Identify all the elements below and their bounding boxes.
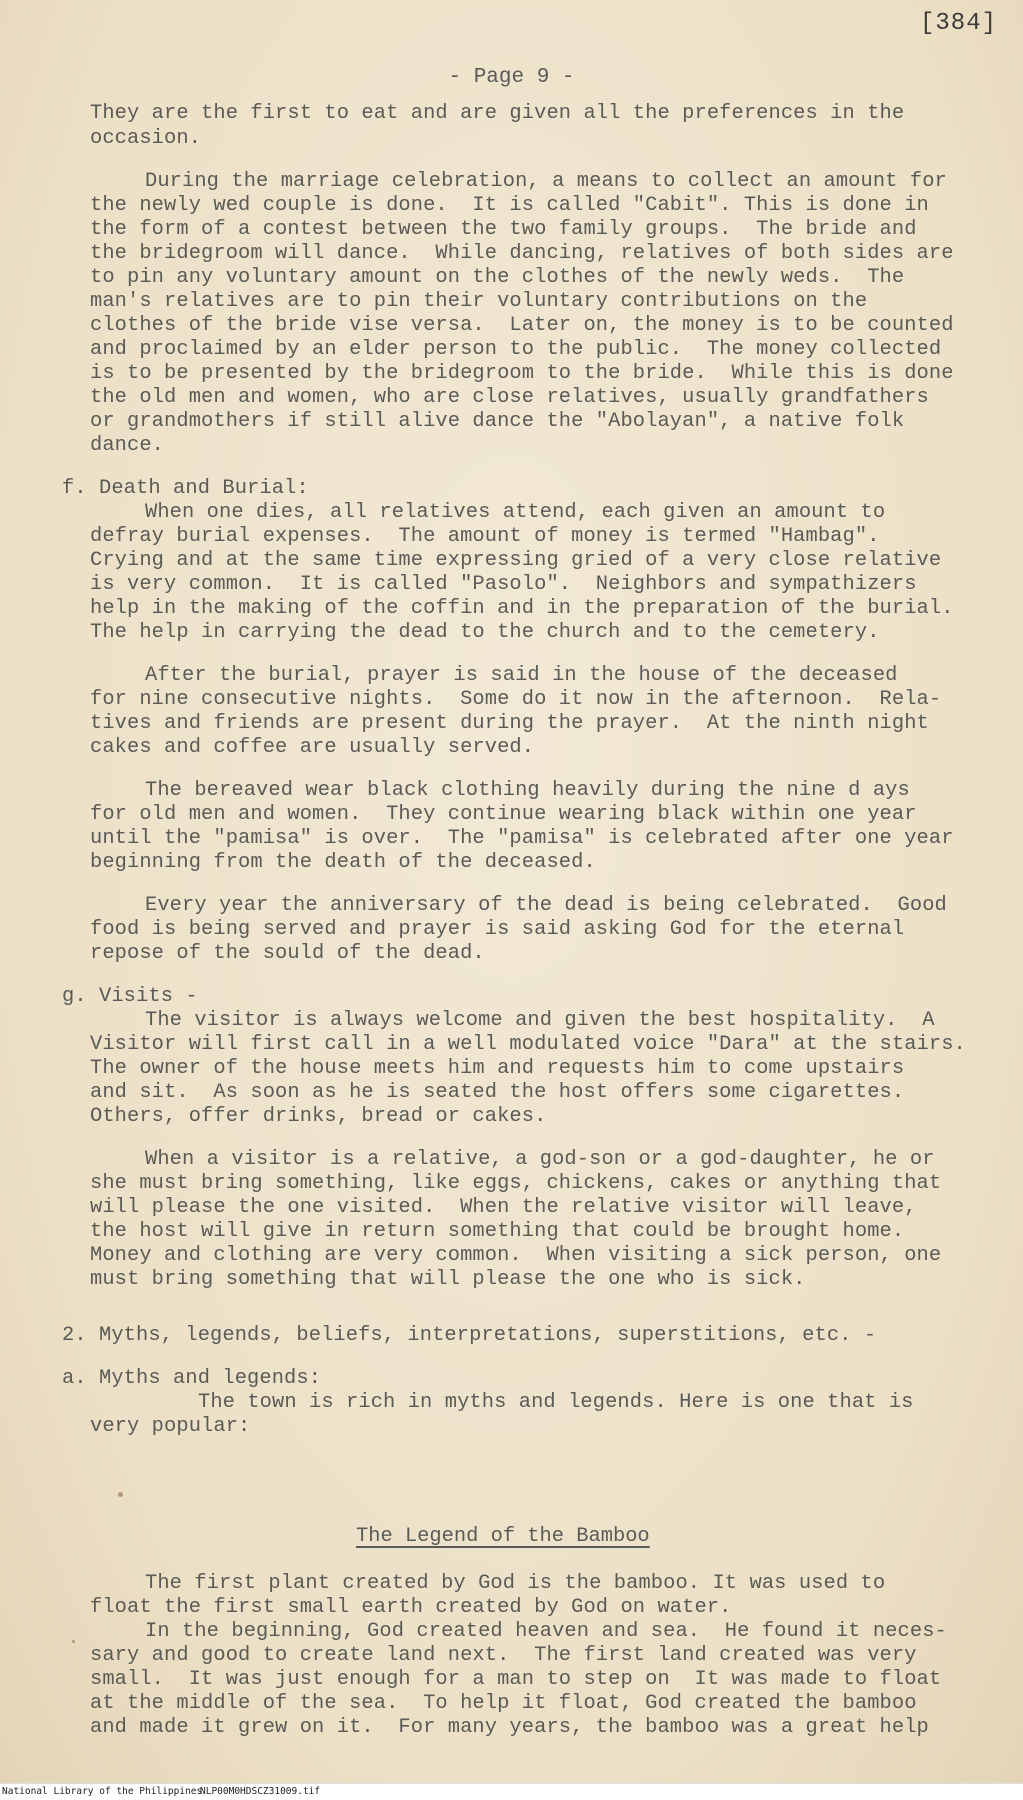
text-line: The visitor is always welcome and given the best hospitality. A — [145, 1009, 935, 1032]
text-line: must bring something that will please the one who is sick. — [90, 1268, 806, 1291]
text-line: or grandmothers if still alive dance the "Abolayan", a native folk — [90, 410, 905, 433]
text-line: dance. — [90, 434, 165, 457]
text-line: man's relatives are to pin their voluntary contributions on the — [90, 290, 868, 313]
text-line: The first plant created by God is the bamboo. It was used to — [145, 1572, 886, 1595]
text-line: tives and friends are present during the prayer. At the ninth night — [90, 712, 929, 735]
text-line: Others, offer drinks, bread or cakes. — [90, 1105, 547, 1128]
text-line: will please the one visited. When the relative visitor will leave, — [90, 1196, 917, 1219]
section-heading: g. Visits - — [62, 985, 198, 1008]
text-line: the bridegroom will dance. While dancing, relatives of both sides are — [90, 242, 954, 265]
text-line: When one dies, all relatives attend, each given an amount to — [145, 501, 886, 524]
text-line: The town is rich in myths and legends. Here is one that is — [198, 1391, 914, 1414]
text-line: defray burial expenses. The amount of money is termed "Hambag". — [90, 525, 880, 548]
text-line: and made it grew on it. For many years, the bamboo was a great help — [90, 1716, 929, 1739]
text-line: float the first small earth created by God on water. — [90, 1596, 732, 1619]
paper-speck — [72, 1640, 75, 1643]
text-line: for nine consecutive nights. Some do it now in the afternoon. Rela- — [90, 688, 942, 711]
text-line: until the "pamisa" is over. The "pamisa" is celebrated after one year — [90, 827, 954, 850]
text-line: and proclaimed by an elder person to the public. The money collected — [90, 338, 942, 361]
page-header: - Page 9 - — [448, 66, 575, 89]
legend-title: The Legend of the Bamboo — [356, 1525, 650, 1548]
file-id: NLP00M0HDSCZ31009.tif — [200, 1786, 321, 1797]
text-line: at the middle of the sea. To help it float, God created the bamboo — [90, 1692, 917, 1715]
text-line: Every year the anniversary of the dead is being celebrated. Good — [145, 894, 947, 917]
text-line: Visitor will first call in a well modulated voice "Dara" at the stairs. — [90, 1033, 966, 1056]
paper-speck — [118, 1492, 123, 1497]
text-line: When a visitor is a relative, a god-son or a god-daughter, he or — [145, 1148, 935, 1171]
section-heading: f. Death and Burial: — [62, 477, 309, 500]
text-line: for old men and women. They continue wearing black within one year — [90, 803, 917, 826]
text-line: the newly wed couple is done. It is called "Cabit". This is done in — [90, 194, 929, 217]
text-line: clothes of the bride vise versa. Later on, the money is to be counted — [90, 314, 954, 337]
text-line: They are the first to eat and are given all the preferences in the — [90, 102, 905, 125]
text-line: is very common. It is called "Pasolo". Neighbors and sympathizers — [90, 573, 917, 596]
text-line: help in the making of the coffin and in the preparation of the burial. — [90, 597, 954, 620]
text-line: cakes and coffee are usually served. — [90, 736, 535, 759]
text-line: During the marriage celebration, a means to collect an amount for — [145, 170, 947, 193]
text-line: small. It was just enough for a man to step on It was made to float — [90, 1668, 942, 1691]
text-line: food is being served and prayer is said asking God for the eternal — [90, 918, 905, 941]
text-line: and sit. As soon as he is seated the host offers some cigarettes. — [90, 1081, 905, 1104]
text-line: beginning from the death of the deceased. — [90, 851, 596, 874]
scan-footer — [0, 1783, 1023, 1800]
archive-number: [384] — [919, 10, 997, 37]
text-line: The bereaved wear black clothing heavily during the nine d ays — [145, 779, 910, 802]
section-heading: a. Myths and legends: — [62, 1367, 322, 1390]
text-line: repose of the sould of the dead. — [90, 942, 485, 965]
library-label: National Library of the Philippines — [2, 1786, 203, 1797]
text-line: the old men and women, who are close relatives, usually grandfathers — [90, 386, 929, 409]
text-line: very popular: — [90, 1415, 251, 1438]
text-line: is to be presented by the bridegroom to the bride. While this is done — [90, 362, 954, 385]
text-line: sary and good to create land next. The first land created was very — [90, 1644, 917, 1667]
text-line: Crying and at the same time expressing gried of a very close relative — [90, 549, 942, 572]
section-heading: 2. Myths, legends, beliefs, interpretations, superstitions, etc. - — [62, 1324, 877, 1347]
text-line: The help in carrying the dead to the church and to the cemetery. — [90, 621, 880, 644]
text-line: occasion. — [90, 127, 202, 150]
text-line: the form of a contest between the two family groups. The bride and — [90, 218, 917, 241]
text-line: to pin any voluntary amount on the clothes of the newly weds. The — [90, 266, 905, 289]
text-line: In the beginning, God created heaven and sea. He found it neces- — [145, 1620, 947, 1643]
text-line: Money and clothing are very common. When visiting a sick person, one — [90, 1244, 942, 1267]
text-line: After the burial, prayer is said in the house of the deceased — [145, 664, 898, 687]
text-line: she must bring something, like eggs, chickens, cakes or anything that — [90, 1172, 942, 1195]
text-line: The owner of the house meets him and requests him to come upstairs — [90, 1057, 905, 1080]
text-line: the host will give in return something that could be brought home. — [90, 1220, 905, 1243]
